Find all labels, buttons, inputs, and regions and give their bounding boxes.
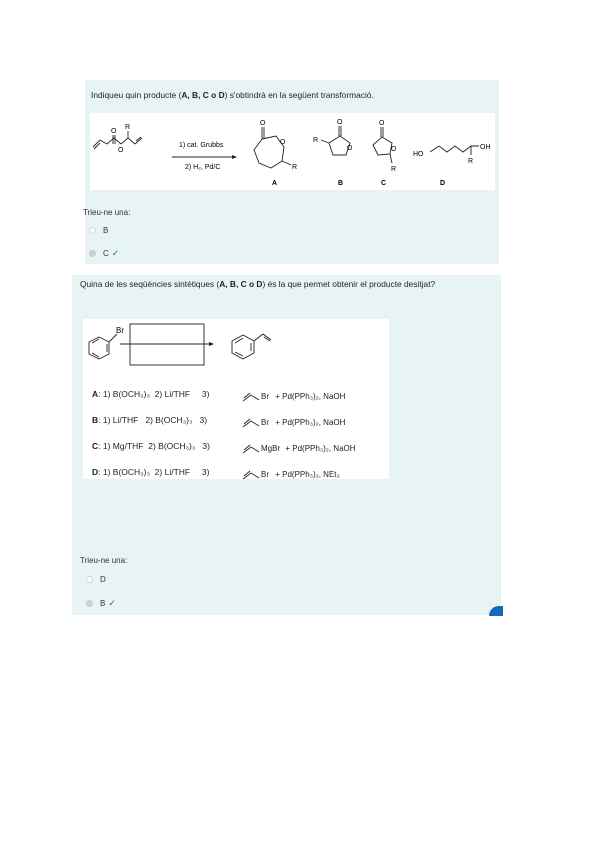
- sequence-a: A: 1) B(OCH₃)₃ 2) Li/THF 3): [92, 389, 210, 399]
- radio-button[interactable]: [89, 227, 96, 234]
- reaction-scheme: [90, 113, 495, 190]
- sequence-a-reagent: Br + Pd(PPh₃)₂, NaOH: [261, 392, 346, 401]
- product-label-a: A: [272, 180, 278, 187]
- choose-one-label: Trieu-ne una:: [80, 556, 128, 565]
- question-1-panel: [85, 80, 499, 264]
- step-1-label: 1) cat. Grubbs: [179, 142, 224, 149]
- reactant-o-label: O: [111, 128, 117, 135]
- question-2-panel: [72, 275, 501, 615]
- step-2-label: 2) H₂, Pd/C: [185, 164, 221, 171]
- option-b[interactable]: B: [89, 226, 108, 235]
- product-b-carbonyl-o: O: [337, 119, 343, 126]
- product-a-r: R: [292, 164, 298, 171]
- product-label-c: C: [381, 180, 387, 187]
- synthesis-scheme-image: [83, 319, 389, 479]
- option-c[interactable]: C ✓: [89, 248, 119, 259]
- product-c-carbonyl-o: O: [379, 120, 385, 127]
- option-d[interactable]: D: [86, 575, 106, 584]
- product-d-oh: OH: [480, 144, 491, 151]
- sequence-c-reagent: MgBr + Pd(PPh₃)₂, NaOH: [261, 444, 356, 453]
- correct-check-icon: ✓: [111, 248, 120, 258]
- reactant-r-label: R: [125, 124, 131, 131]
- product-d-ho: HO: [413, 151, 424, 158]
- product-label-b: B: [338, 180, 344, 187]
- option-b[interactable]: B ✓: [86, 598, 116, 609]
- br-label: Br: [116, 326, 124, 335]
- product-b-r: R: [313, 137, 319, 144]
- radio-button-selected[interactable]: [86, 600, 93, 607]
- product-b-ring-o: O: [347, 145, 353, 152]
- product-a-carbonyl-o: O: [260, 120, 266, 127]
- choose-one-label: Trieu-ne una:: [83, 208, 131, 217]
- reactant-ester-o: O: [118, 147, 124, 154]
- sequence-d-reagent: Br + Pd(PPh₃)₂, NEt₃: [261, 470, 340, 479]
- product-label-d: D: [440, 180, 446, 187]
- question-2-text: Quina de les seqüències sintètiques (A, B, C o D) és la que permet obtenir el producte desitjat?: [80, 279, 436, 289]
- product-d-r: R: [468, 158, 474, 165]
- sequence-d: D: 1) B(OCH₃)₃ 2) Li/THF 3): [92, 467, 210, 477]
- product-c-r: R: [391, 166, 397, 173]
- radio-button-selected[interactable]: [89, 250, 96, 257]
- product-c-ring-o: O: [391, 146, 397, 153]
- radio-button[interactable]: [86, 576, 93, 583]
- correct-check-icon: ✓: [108, 598, 116, 608]
- reaction-image: [90, 113, 495, 190]
- question-1-text: Indiqueu quin producte (A, B, C o D) s'obtindrà en la següent transformació.: [91, 90, 374, 100]
- sequence-b: B: 1) Li/THF 2) B(OCH₃)₃ 3): [92, 415, 208, 425]
- product-a-ring-o: O: [280, 139, 286, 146]
- sequence-b-reagent: Br + Pd(PPh₃)₂, NaOH: [261, 418, 346, 427]
- sequence-c: C: 1) Mg/THF 2) B(OCH₃)₃ 3): [92, 441, 210, 451]
